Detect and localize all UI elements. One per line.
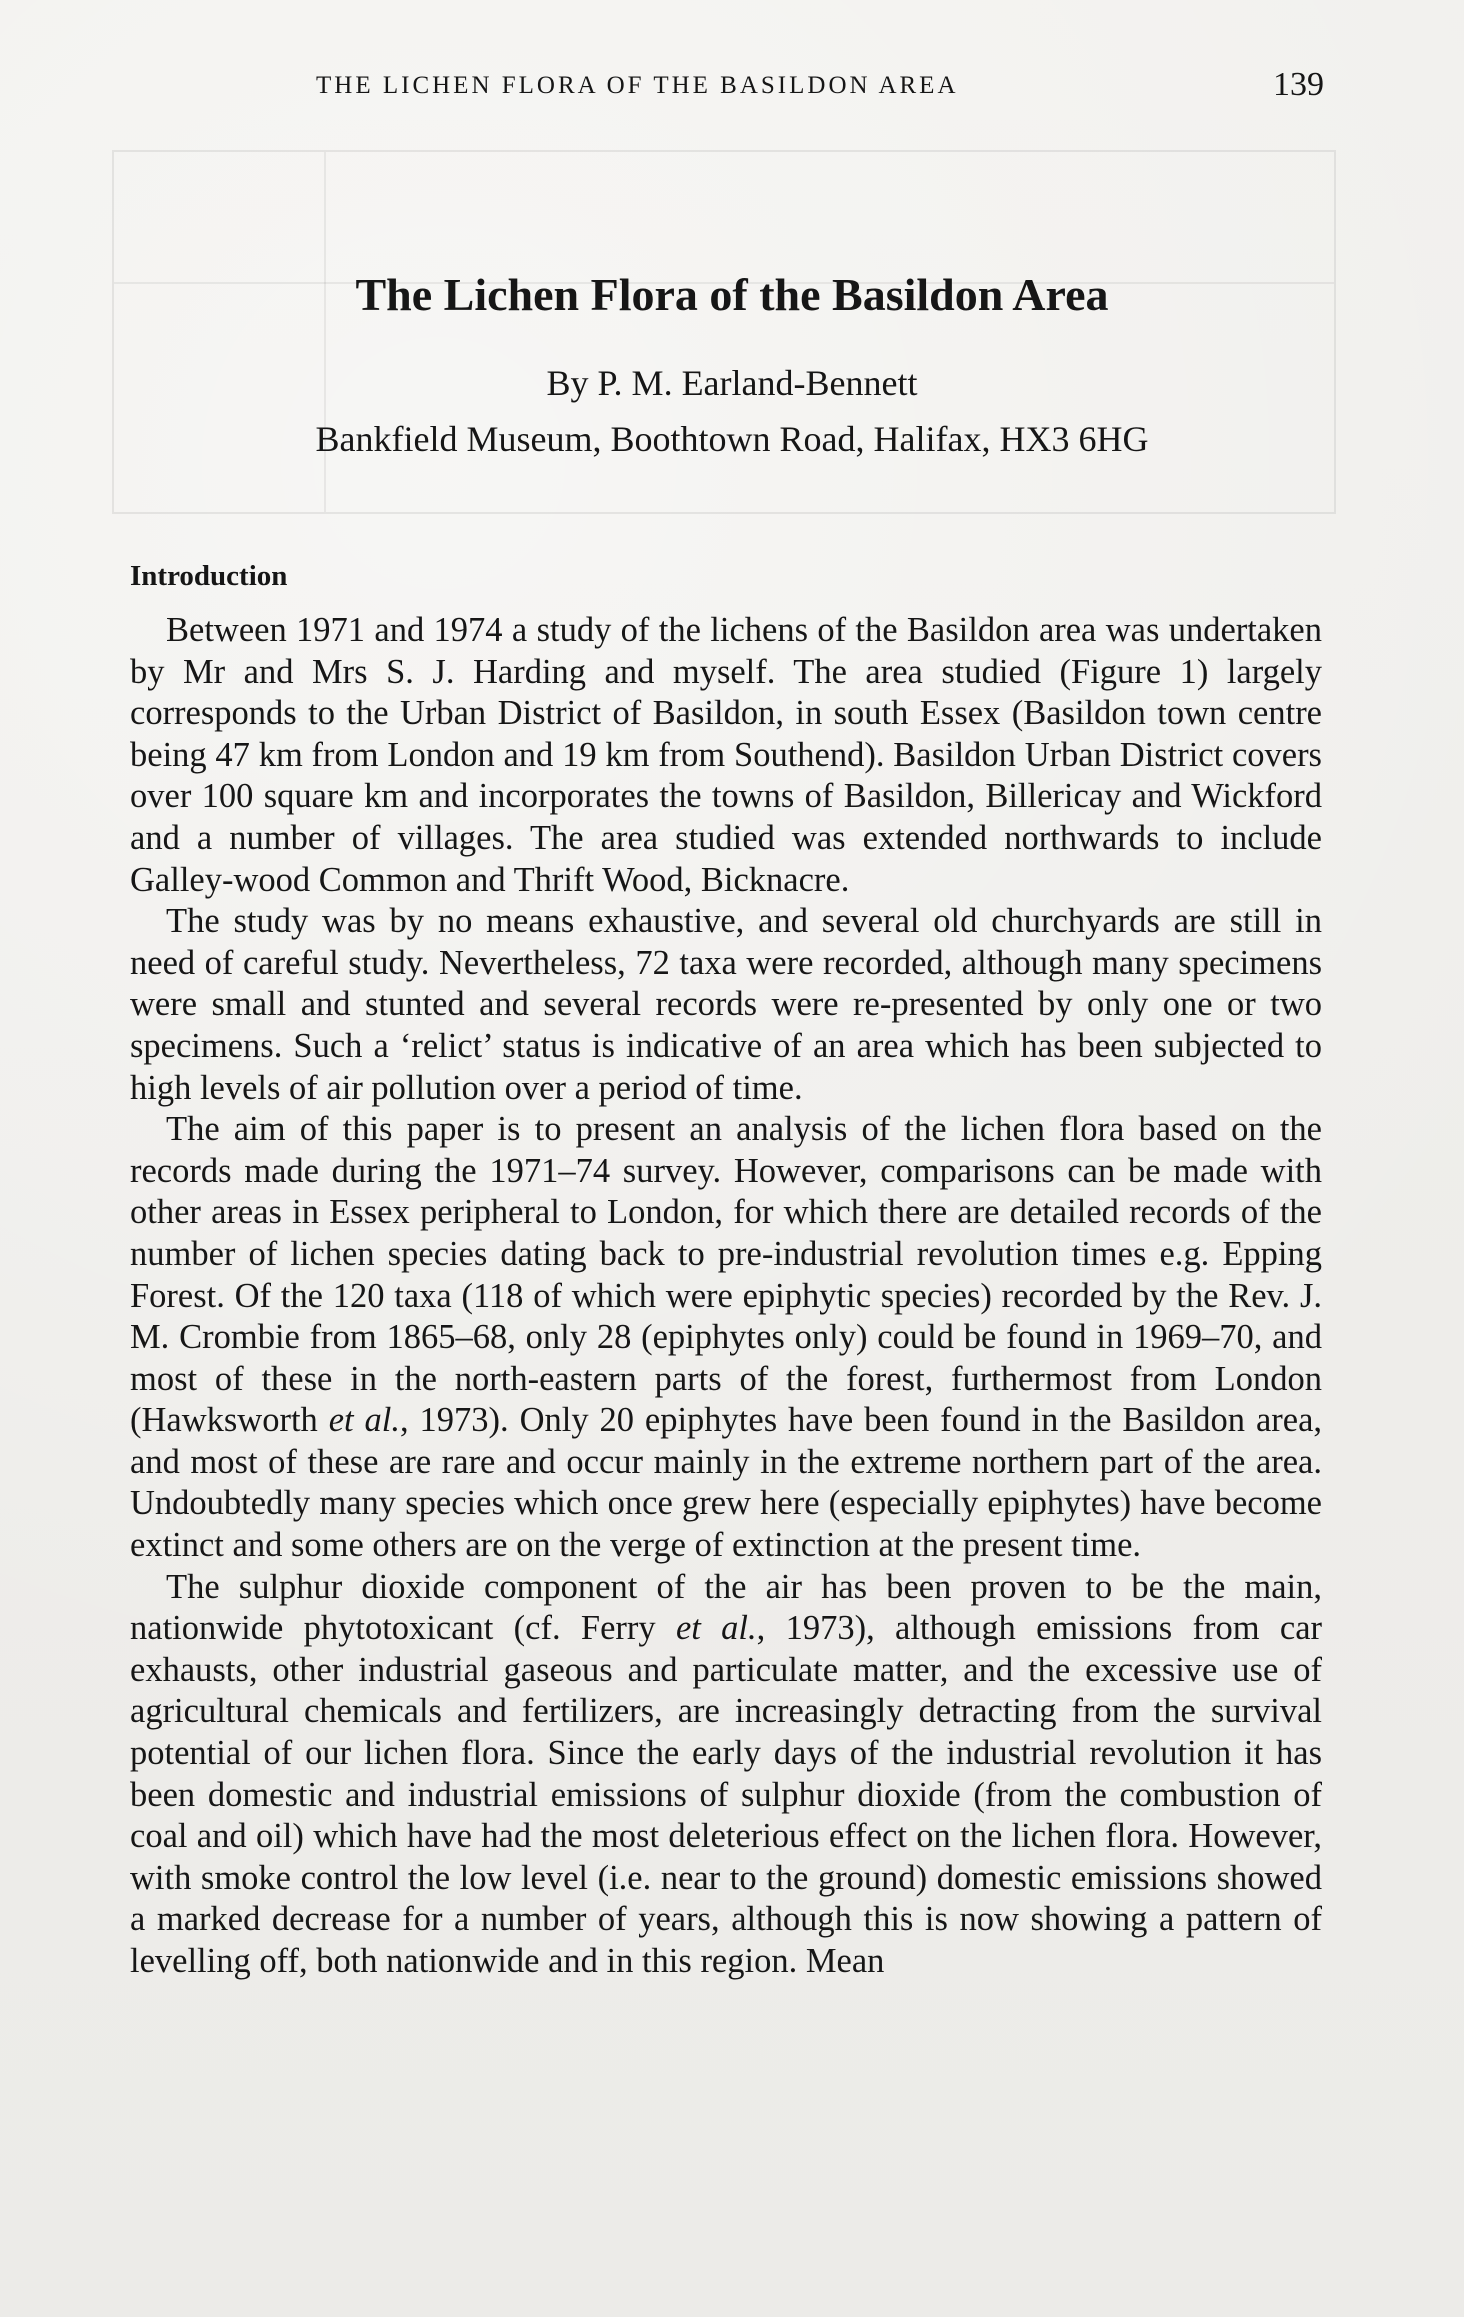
paragraph-4-continuation: , 1973), although emissions from car exhausts, other industrial gaseous and particulate matter, and the excessive use of agricultural chemicals and fertilizers, are increasingly detracting from the survival potential of our lichen flora. Since the early days of the industrial revolution it has been domestic and industrial emissions of sulphur dioxide (from the combustion of coal and oil) which have had the most deleterious effect on the lichen flora. However, with smoke control the low level (i.e. near to the ground) domestic emissions showed a marked decrease for a number of years, although this is now showing a pattern of levelling off, both nationwide and in this region. Mean [130,1609,1323,1980]
citation-et-al: et al. [675,1609,757,1648]
section-heading-introduction: Introduction [130,560,288,592]
citation-et-al: et al. [328,1401,400,1440]
citation-open: (Hawksworth [130,1401,329,1440]
running-head [0,66,1464,112]
paragraph-3 [130,1109,1322,1567]
paragraph-4-text: The sulphur dioxide component of the air has been proven to be the main, nationwide phytotoxicant (cf. Ferry [130,1567,1322,1648]
paragraph-1 [130,610,1322,901]
article-title: The Lichen Flora of the Basildon Area [355,269,1109,320]
paragraph-4 [130,1567,1322,1983]
paragraph-2-text: The study was by no means exhaustive, and several old churchyards are still in need of careful study. Nevertheless, 72 taxa were recorded, although many specimens were small and stunted and several records were re-presented by only one or two specimens. Such a ‘relict’ status is indicative of an area which has been subjected to high levels of air pollution over a period of time. [130,902,1322,1107]
paragraph-1-text: Between 1971 and 1974 a study of the lichens of the Basildon area was undertaken by Mr and Mrs S. J. Harding and myself. The area studied (Figure 1) largely corresponds to the Urban District of Basildon, in south Essex (Basildon town centre being 47 km from London and 19 km from Southend). Basildon Urban District covers over 100 square km and incorporates the towns of Basildon, Billericay and Wickford and a number of villages. The area studied was extended northwards to include Galley-wood Common and Thrift Wood, Bicknacre. [130,611,1322,899]
page-number: 139 [1273,66,1324,103]
paragraph-2 [130,901,1322,1109]
body-text [130,610,1322,1983]
affiliation-line: Bankfield Museum, Boothtown Road, Halifax, HX3 6HG [315,419,1149,459]
paragraph-3-continuation: , 1973). Only 20 epiphytes have been found in the Basildon area, and most of these are rare and occur mainly in the extreme northern part of the area. Undoubtedly many species which once grew here (especially epiphytes) have become extinct and some others are on the verge of extinction at the present time. [130,1401,1323,1565]
author-line: By P. M. Earland-Bennett [546,363,918,403]
running-title: THE LICHEN FLORA OF THE BASILDON AREA [316,72,959,99]
paragraph-3-text: The aim of this paper is to present an analysis of the lichen flora based on the records made during the 1971–74 survey. However, comparisons can be made with other areas in Essex peripheral to London, for which there are detailed records of the number of lichen species dating back to pre-industrial revolution times e.g. Epping Forest. Of the 120 taxa (118 of which were epiphytic species) recorded by the Rev. J. M. Crombie from 1865–68, only 28 (epiphytes only) could be found in 1969–70, and most of these in the north-eastern parts of the forest, furthermost from London [130,1110,1322,1398]
